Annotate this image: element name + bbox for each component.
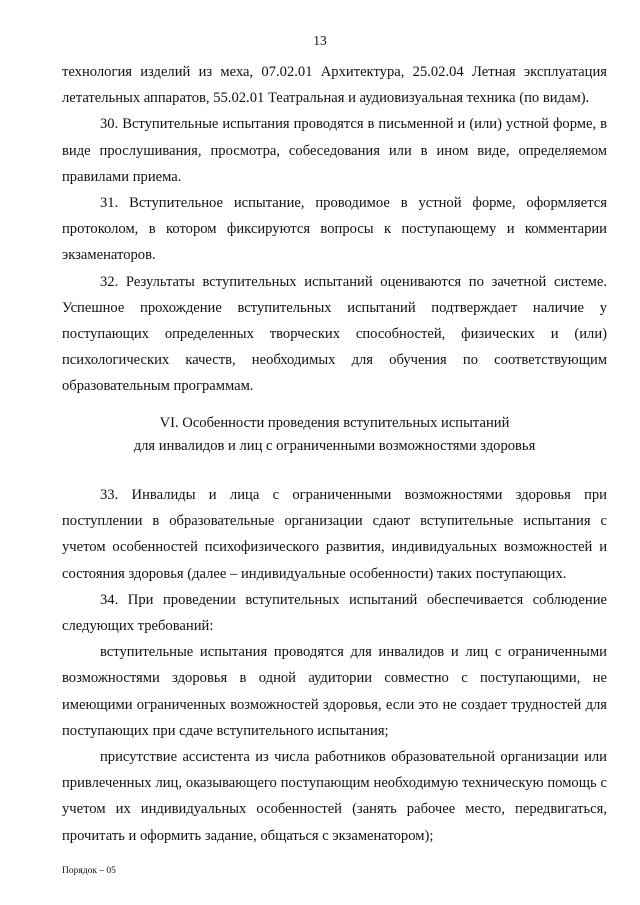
paragraph-34-item-2: присутствие ассистента из числа работников образовательной организации или привлеченных лиц, оказывающего поступающим необходимую техническую помощь с учетом их индивидуальных особенностей (занять рабочее место, передвигаться, прочитать и оформить задание, общаться с экзаменатором); bbox=[62, 749, 607, 844]
section-heading bbox=[62, 412, 607, 458]
body-text-bottom bbox=[62, 482, 607, 849]
paragraph-34-item-1: вступительные испытания проводятся для инвалидов и лиц с ограниченными возможностями здоровья в одной аудитории совместно с поступающими, не имеющими ограниченных возможностей здоровья, если это не создает трудностей для поступающих при сдаче вступительного испытания; bbox=[62, 644, 607, 739]
paragraph-continuation: технология изделий из меха, 07.02.01 Архитектура, 25.02.04 Летная эксплуатация летательных аппаратов, 55.02.01 Театральная и аудиовизуальная техника (по видам). bbox=[62, 64, 607, 107]
page-number: 13 bbox=[313, 33, 327, 48]
paragraph-33: 33. Инвалиды и лица с ограниченными возможностями здоровья при поступлении в образовательные организации сдают вступительные испытания с учетом особенностей психофизического развития, индивидуальных возможностей и состояния здоровья (далее – индивидуальные особенности) таких поступающих. bbox=[62, 487, 607, 582]
footer-code: Порядок – 05 bbox=[62, 866, 116, 876]
paragraph-31: 31. Вступительное испытание, проводимое в устной форме, оформляется протоколом, в котором фиксируются вопросы к поступающему и комментарии экзаменаторов. bbox=[62, 195, 607, 264]
section-heading-line-1: VI. Особенности проведения вступительных испытаний bbox=[159, 415, 510, 431]
body-text-top bbox=[62, 59, 607, 400]
paragraph-30: 30. Вступительные испытания проводятся в письменной и (или) устной форме, в виде прослушивания, просмотра, собеседования или в ином виде, определяемом правилами приема. bbox=[62, 116, 607, 185]
paragraph-32: 32. Результаты вступительных испытаний оцениваются по зачетной системе. Успешное прохождение вступительных испытаний подтверждает наличие у поступающих определенных творческих способностей, физических и (или) психологических качеств, необходимых для обучения по соответствующим образовательным программам. bbox=[62, 273, 607, 395]
paragraph-34: 34. При проведении вступительных испытаний обеспечивается соблюдение следующих требований: bbox=[62, 591, 607, 635]
section-heading-line-2: для инвалидов и лиц с ограниченными возможностями здоровья bbox=[133, 438, 536, 454]
